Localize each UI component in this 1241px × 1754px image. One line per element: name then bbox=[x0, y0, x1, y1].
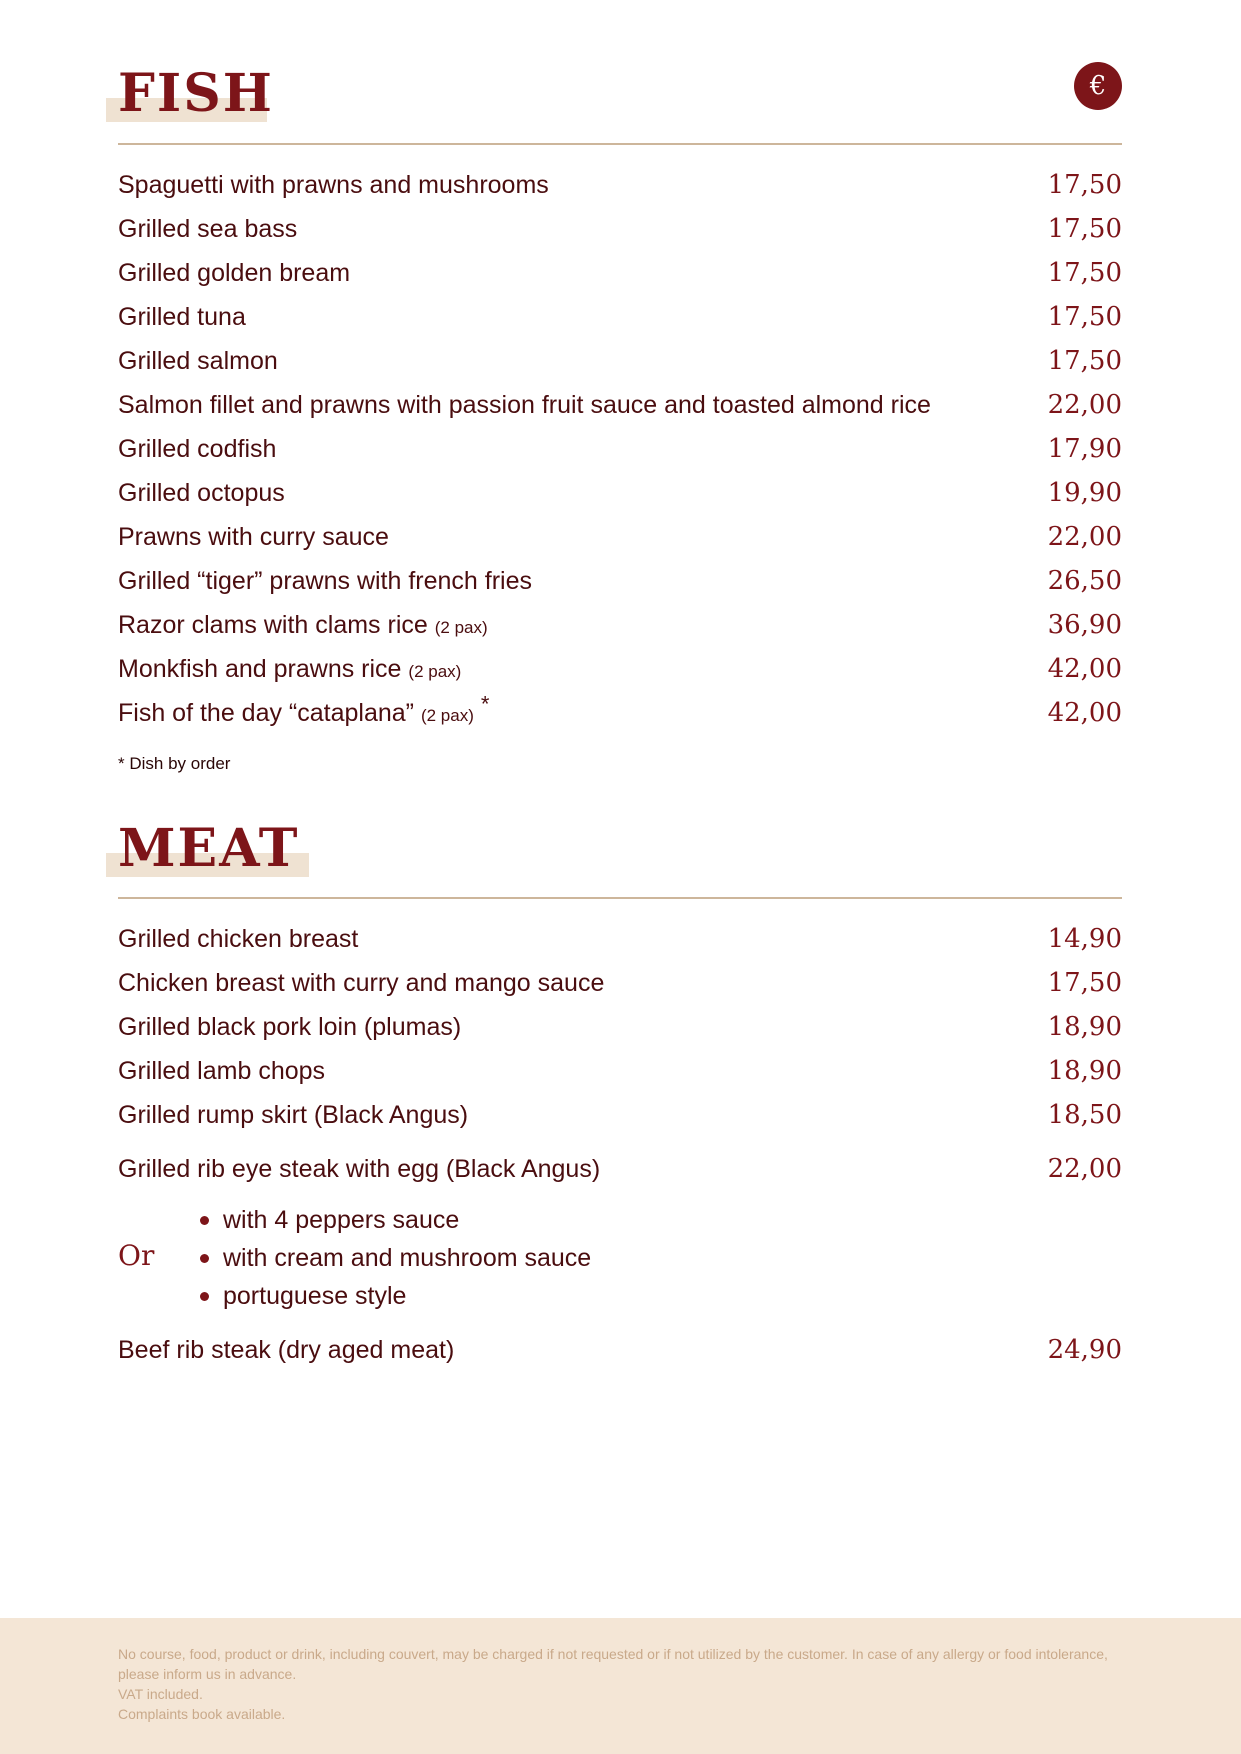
item-footnote-mark: * bbox=[480, 691, 490, 717]
or-label: Or bbox=[118, 1239, 155, 1272]
footer-line: VAT included. bbox=[118, 1686, 203, 1702]
menu-item bbox=[118, 339, 1122, 383]
menu-item bbox=[118, 917, 1122, 961]
menu-item bbox=[118, 603, 1122, 647]
footer-line: No course, food, product or drink, including couvert, may be charged if not requested or if not utilized by the customer. In case of any allergy or food intolerance, please inform us in advance. bbox=[118, 1646, 1108, 1682]
beef-rib-row-wrap bbox=[118, 1328, 1122, 1372]
item-name-wrap bbox=[118, 303, 246, 332]
item-name: Grilled “tiger” prawns with french fries bbox=[118, 566, 533, 595]
item-name-wrap bbox=[118, 391, 931, 420]
meat-item-list bbox=[118, 917, 1122, 1137]
menu-item bbox=[118, 1328, 1122, 1372]
menu-item bbox=[118, 515, 1122, 559]
item-portion-note: (2 pax) bbox=[408, 661, 462, 681]
item-name: Spaguetti with prawns and mushrooms bbox=[118, 170, 549, 199]
fish-item-list bbox=[118, 163, 1122, 735]
item-name-wrap bbox=[118, 567, 532, 596]
meat-section-header bbox=[118, 818, 1122, 903]
item-price: 17,50 bbox=[1047, 302, 1122, 332]
item-price: 18,90 bbox=[1047, 1012, 1122, 1042]
menu-item bbox=[118, 163, 1122, 207]
item-name: Grilled octopus bbox=[118, 478, 285, 507]
item-price: 17,90 bbox=[1047, 434, 1122, 464]
sauce-option-list bbox=[200, 1201, 591, 1315]
item-name-wrap bbox=[118, 611, 488, 640]
menu-item bbox=[118, 1093, 1122, 1137]
item-price: 17,50 bbox=[1047, 258, 1122, 288]
menu-item bbox=[118, 471, 1122, 515]
fish-section-header bbox=[118, 63, 1122, 148]
bullet-icon bbox=[200, 1292, 209, 1301]
sauce-option bbox=[200, 1277, 591, 1315]
item-name: Grilled codfish bbox=[118, 434, 277, 463]
menu-item bbox=[118, 647, 1122, 691]
sauce-options bbox=[118, 1201, 718, 1321]
item-name: Chicken breast with curry and mango sauce bbox=[118, 968, 605, 997]
meat-divider bbox=[118, 897, 1122, 899]
sauce-option-label: with 4 peppers sauce bbox=[223, 1205, 460, 1234]
item-name: Grilled sea bass bbox=[118, 214, 298, 243]
euro-icon: € bbox=[1074, 62, 1122, 110]
item-name: Grilled rib eye steak with egg (Black Angus) bbox=[118, 1154, 601, 1183]
item-name: Grilled salmon bbox=[118, 346, 278, 375]
item-name: Fish of the day “cataplana” bbox=[118, 698, 414, 727]
bullet-icon bbox=[200, 1216, 209, 1225]
item-name-wrap bbox=[118, 171, 549, 200]
item-name-wrap bbox=[118, 523, 389, 552]
item-name: Salmon fillet and prawns with passion fruit sauce and toasted almond rice bbox=[118, 390, 931, 419]
item-price: 18,90 bbox=[1047, 1056, 1122, 1086]
sauce-option-label: with cream and mushroom sauce bbox=[223, 1243, 592, 1272]
item-price: 36,90 bbox=[1047, 610, 1122, 640]
sauce-option bbox=[200, 1201, 591, 1239]
item-name-wrap bbox=[118, 691, 490, 728]
item-name: Grilled golden bream bbox=[118, 258, 351, 287]
menu-item bbox=[118, 961, 1122, 1005]
item-name-wrap bbox=[118, 969, 604, 998]
item-name-wrap bbox=[118, 479, 285, 508]
item-price: 17,50 bbox=[1047, 170, 1122, 200]
bullet-icon bbox=[200, 1254, 209, 1263]
item-name: Beef rib steak (dry aged meat) bbox=[118, 1335, 455, 1364]
item-name: Grilled rump skirt (Black Angus) bbox=[118, 1100, 469, 1129]
item-portion-note: (2 pax) bbox=[420, 705, 474, 725]
item-price: 17,50 bbox=[1047, 214, 1122, 244]
item-name: Monkfish and prawns rice bbox=[118, 654, 402, 683]
item-price: 18,50 bbox=[1047, 1100, 1122, 1130]
item-price: 42,00 bbox=[1047, 698, 1122, 728]
menu-item bbox=[118, 1005, 1122, 1049]
menu-item bbox=[118, 1147, 1122, 1191]
item-name-wrap bbox=[118, 655, 461, 684]
item-name: Grilled black pork loin (plumas) bbox=[118, 1012, 462, 1041]
item-name: Grilled lamb chops bbox=[118, 1056, 326, 1085]
item-name: Prawns with curry sauce bbox=[118, 522, 389, 551]
item-price: 22,00 bbox=[1047, 522, 1122, 552]
item-portion-note: (2 pax) bbox=[434, 617, 488, 637]
fish-divider bbox=[118, 143, 1122, 145]
rib-eye-row-wrap bbox=[118, 1147, 1122, 1191]
item-name-wrap bbox=[118, 435, 276, 464]
footer-line: Complaints book available. bbox=[118, 1706, 286, 1722]
item-price: 42,00 bbox=[1047, 654, 1122, 684]
menu-item bbox=[118, 383, 1122, 427]
item-price: 26,50 bbox=[1047, 566, 1122, 596]
item-price: 19,90 bbox=[1047, 478, 1122, 508]
item-name-wrap bbox=[118, 1057, 325, 1086]
fish-section-title: FISH bbox=[118, 63, 274, 124]
item-price: 24,90 bbox=[1047, 1335, 1122, 1365]
item-name-wrap bbox=[118, 1013, 461, 1042]
item-price: 17,50 bbox=[1047, 968, 1122, 998]
item-name-wrap bbox=[118, 259, 350, 288]
menu-item bbox=[118, 559, 1122, 603]
item-price: 17,50 bbox=[1047, 346, 1122, 376]
item-name: Grilled chicken breast bbox=[118, 924, 359, 953]
item-name-wrap bbox=[118, 925, 358, 954]
item-price: 22,00 bbox=[1047, 390, 1122, 420]
footer bbox=[0, 1618, 1241, 1754]
menu-item bbox=[118, 295, 1122, 339]
meat-section-title: MEAT bbox=[118, 818, 300, 879]
fish-footnote: * Dish by order bbox=[118, 754, 231, 773]
item-price: 22,00 bbox=[1047, 1154, 1122, 1184]
item-name-wrap bbox=[118, 347, 278, 376]
menu-item bbox=[118, 427, 1122, 471]
menu-item bbox=[118, 207, 1122, 251]
menu-item bbox=[118, 1049, 1122, 1093]
sauce-option-label: portuguese style bbox=[223, 1281, 407, 1310]
item-name: Razor clams with clams rice bbox=[118, 610, 428, 639]
item-name: Grilled tuna bbox=[118, 302, 246, 331]
item-name-wrap bbox=[118, 215, 297, 244]
item-price: 14,90 bbox=[1047, 924, 1122, 954]
footer-disclaimer bbox=[118, 1644, 1118, 1724]
sauce-option bbox=[200, 1239, 591, 1277]
item-name-wrap bbox=[118, 1101, 468, 1130]
menu-item bbox=[118, 691, 1122, 735]
menu-item bbox=[118, 251, 1122, 295]
